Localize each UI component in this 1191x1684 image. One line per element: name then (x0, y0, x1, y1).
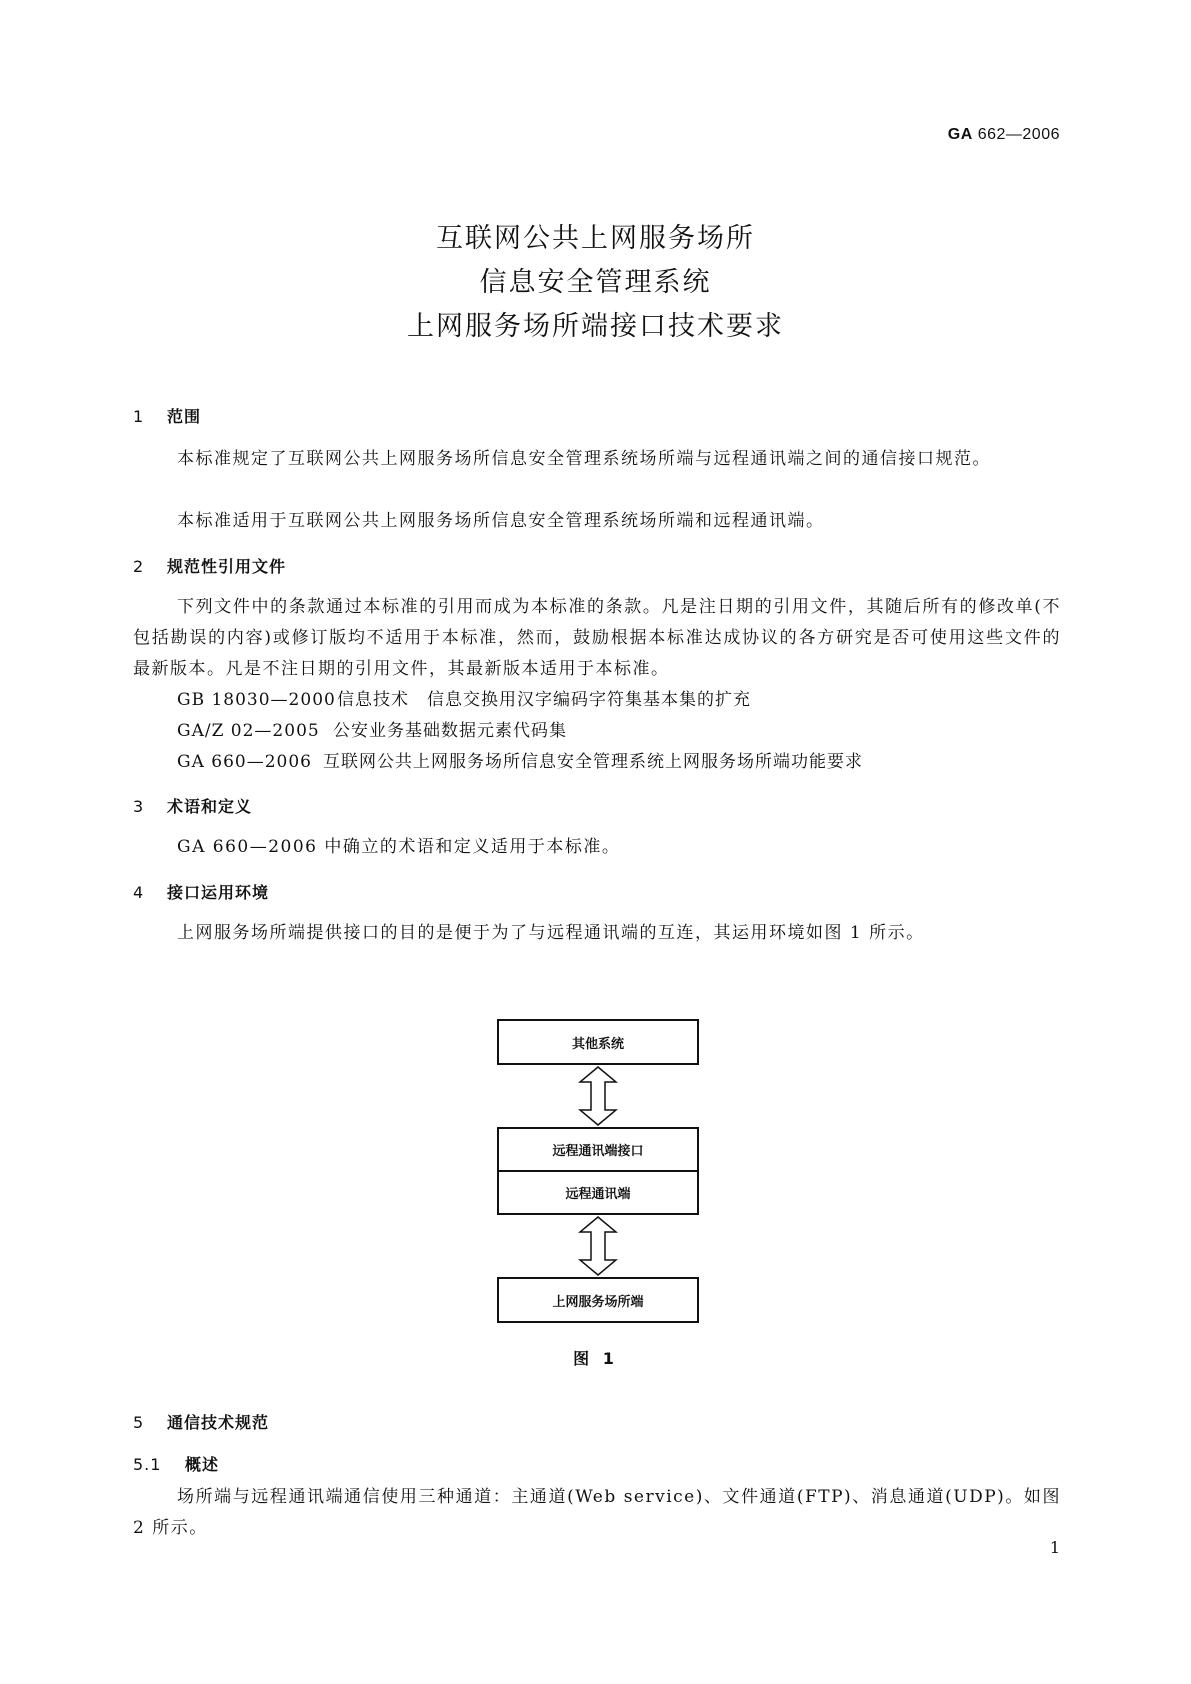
reference-title: 公安业务基础数据元素代码集 (333, 721, 567, 741)
section-title: 通信技术规范 (167, 1413, 270, 1432)
double-arrow-icon (578, 1066, 618, 1126)
standard-prefix: GA (947, 126, 973, 143)
reference-item (177, 716, 567, 741)
section-2-heading (133, 554, 286, 577)
section-title: 接口运用环境 (167, 883, 270, 902)
section-title: 规范性引用文件 (167, 557, 287, 576)
section-title: 术语和定义 (167, 797, 253, 816)
reference-code: GB 18030—2000 (177, 690, 336, 710)
box-other-systems: 其他系统 (497, 1019, 699, 1065)
section-2-paragraph-1: 下列文件中的条款通过本标准的引用而成为本标准的条款。凡是注日期的引用文件，其随后所有的修改单(不包括勘误的内容)或修订版均不适用于本标准，然而，鼓励根据本标准达成协议的各方研究是否可使用这些文件的最新版本。凡是不注日期的引用文件，其最新版本适用于本标准。 (133, 597, 1061, 679)
page-number: 1 (1049, 1538, 1060, 1557)
double-arrow-icon (578, 1216, 618, 1276)
section-5-1-heading (133, 1452, 219, 1475)
title-line-2: 信息安全管理系统 (479, 267, 712, 298)
section-number: 2 (133, 557, 145, 576)
section-number: 3 (133, 797, 145, 816)
box-remote-interface: 远程通讯端接口 (497, 1127, 699, 1172)
box-venue-terminal: 上网服务场所端 (497, 1277, 699, 1323)
section-title: 概述 (185, 1455, 220, 1474)
section-5-1-paragraph-1: 场所端与远程通讯端通信使用三种通道：主通道(Web service)、文件通道(FTP)、消息通道(UDP)。如图 2 所示。 (133, 1487, 1061, 1538)
figure-1-caption: 图 1 (573, 1349, 618, 1368)
title-line-3: 上网服务场所端接口技术要求 (407, 311, 784, 342)
section-number: 4 (133, 883, 145, 902)
section-5-heading (133, 1410, 269, 1433)
reference-title: 信息技术 信息交换用汉字编码字符集基本集的扩充 (337, 690, 751, 710)
section-title: 范围 (167, 407, 202, 426)
reference-title: 互联网公共上网服务场所信息安全管理系统上网服务场所端功能要求 (323, 752, 863, 772)
standard-number: 662—2006 (977, 126, 1060, 143)
box-remote-terminal: 远程通讯端 (497, 1170, 699, 1215)
section-3-paragraph-1: GA 660—2006 中确立的术语和定义适用于本标准。 (177, 837, 621, 857)
reference-code: GA/Z 02—2005 (177, 721, 320, 741)
section-4-paragraph-1: 上网服务场所端提供接口的目的是便于为了与远程通讯端的互连，其运用环境如图 1 所示。 (177, 923, 925, 943)
reference-code: GA 660—2006 (177, 752, 312, 772)
section-number: 5.1 (133, 1455, 162, 1474)
reference-item (177, 747, 863, 772)
standard-code (900, 126, 1060, 144)
section-number: 5 (133, 1413, 145, 1432)
section-1-paragraph-2: 本标准适用于互联网公共上网服务场所信息安全管理系统场所端和远程通讯端。 (177, 511, 825, 531)
reference-item (177, 685, 751, 710)
title-line-1: 互联网公共上网服务场所 (436, 223, 755, 254)
section-number: 1 (133, 407, 145, 426)
section-3-heading (133, 794, 252, 817)
section-1-paragraph-1: 本标准规定了互联网公共上网服务场所信息安全管理系统场所端与远程通讯端之间的通信接口规范。 (177, 449, 991, 469)
section-4-heading (133, 880, 269, 903)
section-1-heading (133, 404, 201, 427)
